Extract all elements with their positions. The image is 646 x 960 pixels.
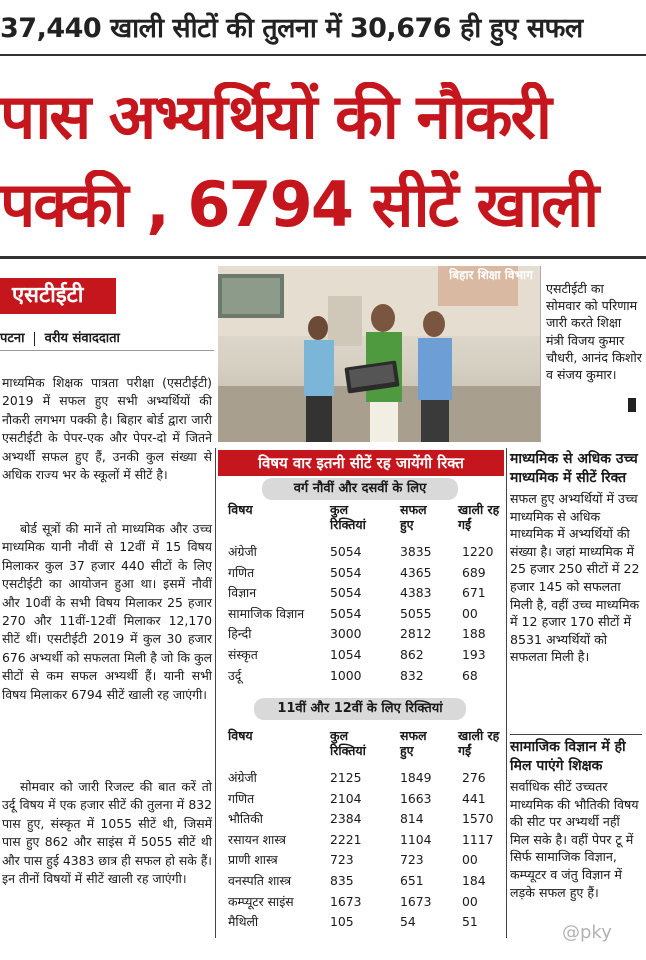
col-passed: सफल हुए <box>400 502 427 532</box>
cell-vacant: 441 <box>462 790 486 806</box>
table-row <box>218 912 504 932</box>
cell-total: 5054 <box>330 585 362 601</box>
table-row <box>218 666 504 686</box>
table-row <box>218 850 504 870</box>
cell-vacant: 51 <box>462 914 478 930</box>
cell-vacant: 276 <box>462 770 486 785</box>
cell-total: 2125 <box>330 770 362 785</box>
cell-subject: वनस्पति शास्त्र <box>228 873 292 888</box>
col-subject-2: विषय <box>228 728 253 743</box>
photo-sign: बिहार शिक्षा विभाग <box>449 268 533 282</box>
sidebar-1-heading: माध्यमिक से अधिक उच्च माध्यमिक में सीटें रिक्त <box>510 451 638 486</box>
col-vacant: खाली रह गईं <box>458 502 500 532</box>
table-body-1 <box>218 542 504 688</box>
cell-total: 1000 <box>330 667 362 683</box>
cell-subject: अंग्रेजी <box>228 770 257 785</box>
col-vacant-2: खाली रह गईं <box>458 728 500 758</box>
cell-passed: 814 <box>400 811 424 827</box>
column-divider <box>506 448 507 938</box>
cell-subject: रसायन शास्त्र <box>228 831 286 847</box>
cell-passed: 5055 <box>400 605 432 621</box>
table-row <box>218 830 504 850</box>
table-title: विषय वार इतनी सीटें रह जायेंगी रिक्त <box>218 450 504 476</box>
cell-subject: भौतिकी <box>228 811 263 827</box>
cell-total: 5054 <box>330 544 362 559</box>
table-header-1 <box>218 500 504 540</box>
press-photo <box>218 266 541 442</box>
headline-divider <box>0 54 646 56</box>
cell-subject: उर्दू <box>228 667 242 683</box>
watermark: @pky <box>562 922 612 943</box>
cell-vacant: 671 <box>462 585 486 601</box>
cell-total: 1673 <box>330 893 362 909</box>
cell-total: 5054 <box>330 564 362 580</box>
cell-subject: कम्प्यूटर साइंस <box>228 893 294 909</box>
table-row <box>218 789 504 809</box>
body-paragraph-2: बोर्ड सूत्रों की मानें तो माध्यमिक और उच्च माध्यमिक यानी नौवीं से 12वीं में 15 विषय मिलाकर कुल 37 हजार 440 सीटों के लिए एसटीईटी का आयोजन हुआ था। इसमें नौवीं और 10वीं के सभी विषय मिलाकर 25 हजार 270 और 11वीं-12वीं मिलाकर 12,170 सीटें थीं। एसटीईटी 2019 में कुल 30 हजार 676 अभ्यर्थी को सफलता मिली है जो कि कुल सीटों से कम सफल अभ्यर्थी हैं। यानी सभी विषय मिलाकर 6794 सीटें खाली रह जाएंगी। <box>2 521 212 702</box>
cell-total: 105 <box>330 914 354 930</box>
photo-caption: एसटीईटी का सोमवार को परिणाम जारी करते शिक्षा मंत्री विजय कुमार चौधरी, आनंद किशोर व संजय कुमार। <box>546 281 642 383</box>
cell-subject: संस्कृत <box>228 647 258 662</box>
cell-passed: 1663 <box>400 790 432 806</box>
cell-subject: प्राणी शास्त्र <box>228 852 278 868</box>
sidebar-2-text: सर्वाधिक सीटें उच्चतर माध्यमिक की भौतिकी विषय की सीट पर अभ्यर्थी नहीं मिल सके है। वहीं पेपर टू में सिर्फ सामाजिक विज्ञान, कम्प्यूटर व जंतु विज्ञान में लड़के सफल हुए हैं। <box>510 779 639 900</box>
cell-subject: गणित <box>228 790 255 806</box>
cell-subject: हिन्दी <box>228 626 252 642</box>
table-row <box>218 892 504 912</box>
cell-passed: 862 <box>400 647 424 662</box>
cell-vacant: 00 <box>462 852 478 868</box>
cell-vacant: 1117 <box>462 831 494 847</box>
cell-passed: 4365 <box>400 564 432 580</box>
table-row <box>218 645 504 665</box>
table-row <box>218 768 504 788</box>
headline-kicker: 37,440 खाली सीटों की तुलना में 30,676 ही हुए सफल <box>0 13 583 44</box>
table-row <box>218 871 504 891</box>
cell-vacant: 689 <box>462 564 486 580</box>
cell-total: 2384 <box>330 811 362 827</box>
cell-passed: 1104 <box>400 831 432 847</box>
dateline-separator <box>34 332 35 346</box>
headline-bottom-rule <box>0 256 646 259</box>
sidebar-divider <box>510 734 642 735</box>
cell-total: 1054 <box>330 647 362 662</box>
cell-total: 723 <box>330 852 354 868</box>
cell-subject: अंग्रेजी <box>228 544 257 559</box>
cell-passed: 54 <box>400 914 416 930</box>
left-column-divider <box>215 448 216 938</box>
table-section-heading-2: 11वीं और 12वीं के लिए रिक्तियां <box>254 698 466 720</box>
table-section-heading-1: वर्ग नौवीं और दसवीं के लिए <box>262 478 458 500</box>
cell-vacant: 1570 <box>462 811 494 827</box>
cell-total: 2104 <box>330 790 362 806</box>
headline-line-1: पास अभ्यर्थियों की नौकरी <box>0 82 550 152</box>
cell-subject: गणित <box>228 564 255 580</box>
col-total-2: कुल रिक्तियां <box>330 728 366 758</box>
table-row <box>218 583 504 603</box>
cell-subject: विज्ञान <box>228 585 257 601</box>
cell-vacant: 1220 <box>462 544 494 559</box>
cell-passed: 4383 <box>400 585 432 601</box>
sidebar-story-1 <box>510 450 642 666</box>
section-tag: एसटीईटी <box>0 278 116 314</box>
caption-end-mark <box>628 398 636 412</box>
cell-subject: सामाजिक विज्ञान <box>228 605 305 621</box>
table-row <box>218 809 504 829</box>
cell-vacant: 184 <box>462 873 486 888</box>
cell-total: 3000 <box>330 626 362 642</box>
sidebar-story-2 <box>510 738 642 901</box>
table-row <box>218 542 504 562</box>
dateline-reporter: वरीय संवाददाता <box>44 331 120 346</box>
col-passed-2: सफल हुए <box>400 728 427 758</box>
headline-line-2: पक्की , 6794 सीटें खाली <box>0 170 598 240</box>
col-subject: विषय <box>228 502 253 517</box>
cell-total: 835 <box>330 873 354 888</box>
cell-passed: 723 <box>400 852 424 868</box>
cell-subject: मैथिली <box>228 914 259 930</box>
table-header-2 <box>218 722 504 762</box>
cell-passed: 2812 <box>400 626 432 642</box>
cell-vacant: 193 <box>462 647 486 662</box>
body-paragraph-3: सोमवार को जारी रिजल्ट की बात करें तो उर्दू विषय में एक हजार सीटें की तुलना में 832 पास हुए, संस्कृत में 1055 सीटें थी, जिसमें पास हुए 862 और साइंस में 5055 सीटें थी और पास हुई 4383 छात्र ही सफल हो सके हैं। इन तीनों विषयों में सीटें खाली रह जाएंगी। <box>2 779 212 887</box>
dateline-place: पटना <box>0 331 25 346</box>
body-paragraph-1: माध्यमिक शिक्षक पात्रता परीक्षा (एसटीईटी) 2019 में सफल हुए सभी अभ्यर्थियों की नौकरी लगभग पक्की है। बिहार बोर्ड द्वारा जारी एसटीईटी के पेपर-एक और पेपर-दो में जितने अभ्यर्थी सफल हुए हैं, उनकी कुल संख्या से अधिक राज्य भर के स्कूलों में सीटें है। <box>2 375 212 483</box>
table-row <box>218 604 504 624</box>
col-total: कुल रिक्तियां <box>330 502 366 532</box>
cell-passed: 651 <box>400 873 424 888</box>
cell-vacant: 188 <box>462 626 486 642</box>
cell-passed: 3835 <box>400 544 432 559</box>
sidebar-1-text: सफल हुए अभ्यर्थियों में उच्च माध्यमिक से अधिक माध्यमिक में अभ्यर्थियों की संख्या है। जहां माध्यमिक में 25 हजार 250 सीटों में 22 हजार 145 को सफलता मिली है, वहीं उच्च माध्यमिक में 12 हजार 170 सीटों में 8531 अभ्यर्थियों को सफलता मिली है। <box>510 491 640 665</box>
cell-vacant: 00 <box>462 605 478 621</box>
table-body-2 <box>218 768 504 934</box>
table-row <box>218 563 504 583</box>
cell-total: 2221 <box>330 831 362 847</box>
cell-vacant: 68 <box>462 667 478 683</box>
table-row <box>218 624 504 644</box>
dateline-rule <box>0 350 214 351</box>
cell-total: 5054 <box>330 605 362 621</box>
cell-vacant: 00 <box>462 893 478 909</box>
dateline <box>0 328 216 346</box>
photo-illustration <box>218 266 540 442</box>
sidebar-2-heading: सामाजिक विज्ञान में ही मिल पाएंगे शिक्षक <box>510 739 626 774</box>
cell-passed: 1673 <box>400 893 432 909</box>
cell-passed: 832 <box>400 667 424 683</box>
cell-passed: 1849 <box>400 770 432 785</box>
